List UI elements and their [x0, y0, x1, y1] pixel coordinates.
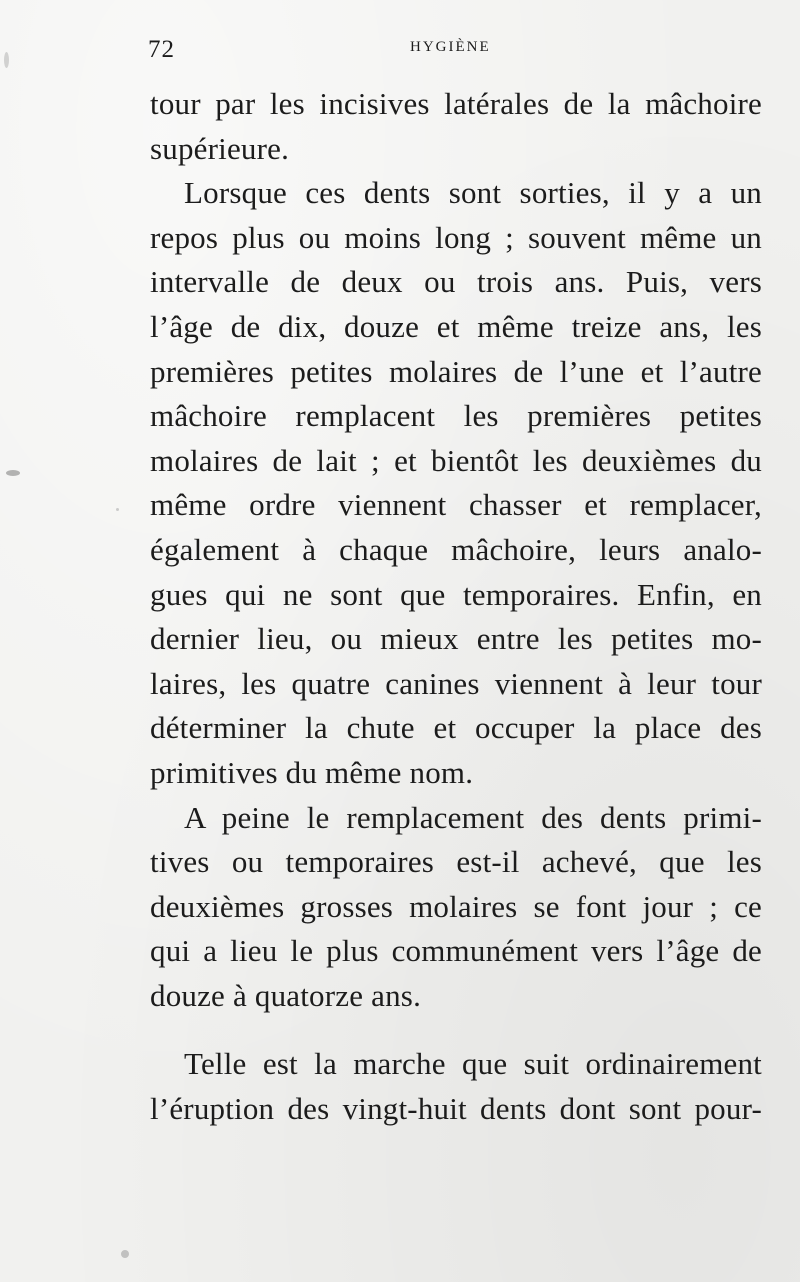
paragraph-3	[150, 796, 762, 1019]
paragraph-2	[150, 171, 762, 795]
text-line: intervalle de deux ou trois ans. Puis, vers	[150, 264, 762, 300]
text-line: également à chaque mâchoire, leurs analo-	[150, 531, 762, 567]
paper-speck	[4, 52, 9, 68]
text-line: déterminer la chute et occuper la place des	[150, 710, 762, 746]
text-line: supérieure.	[150, 130, 290, 166]
text-line: Lorsque ces dents sont sorties, il y a un	[184, 175, 762, 211]
text-line: A peine le remplacement des dents primi-	[184, 799, 762, 835]
text-line: dernier lieu, ou mieux entre les petites mo-	[150, 621, 762, 657]
text-line: deuxièmes grosses molaires se font jour ; ce	[150, 888, 762, 924]
text-line: primitives du même nom.	[150, 754, 474, 790]
text-line: qui a lieu le plus communément vers l’âge de	[150, 933, 762, 969]
text-line: tives ou temporaires est-il achevé, que les	[150, 844, 762, 880]
text-line: tour par les incisives latérales de la mâchoire	[150, 86, 762, 121]
paragraph-spacer	[150, 1018, 762, 1042]
text-line: repos plus ou moins long ; souvent même un	[150, 219, 762, 255]
text-line: mâchoire remplacent les premières petites	[150, 398, 762, 434]
text-line: laires, les quatre canines viennent à leur tour	[150, 665, 762, 701]
section-title: HYGIÈNE	[410, 39, 491, 55]
text-line: l’éruption des vingt-huit dents dont sont pour-	[150, 1091, 762, 1127]
text-line: même ordre viennent chasser et remplacer,	[150, 487, 762, 523]
text-line: Telle est la marche que suit ordinairement	[184, 1046, 762, 1082]
text-line: premières petites molaires de l’une et l’autre	[150, 353, 762, 389]
paragraph-1	[150, 82, 762, 171]
paper-speck	[116, 508, 119, 511]
paper-speck	[121, 1250, 129, 1258]
text-line: gues qui ne sont que temporaires. Enfin, en	[150, 576, 762, 612]
running-head	[148, 36, 760, 66]
page-number: 72	[148, 36, 175, 63]
text-line: douze à quatorze ans.	[150, 977, 422, 1013]
paragraph-4	[150, 1042, 762, 1131]
text-line: molaires de lait ; et bientôt les deuxièmes du	[150, 442, 762, 478]
paper-speck	[6, 470, 20, 476]
body-text	[150, 82, 762, 1132]
text-line: l’âge de dix, douze et même treize ans, les	[150, 308, 762, 344]
